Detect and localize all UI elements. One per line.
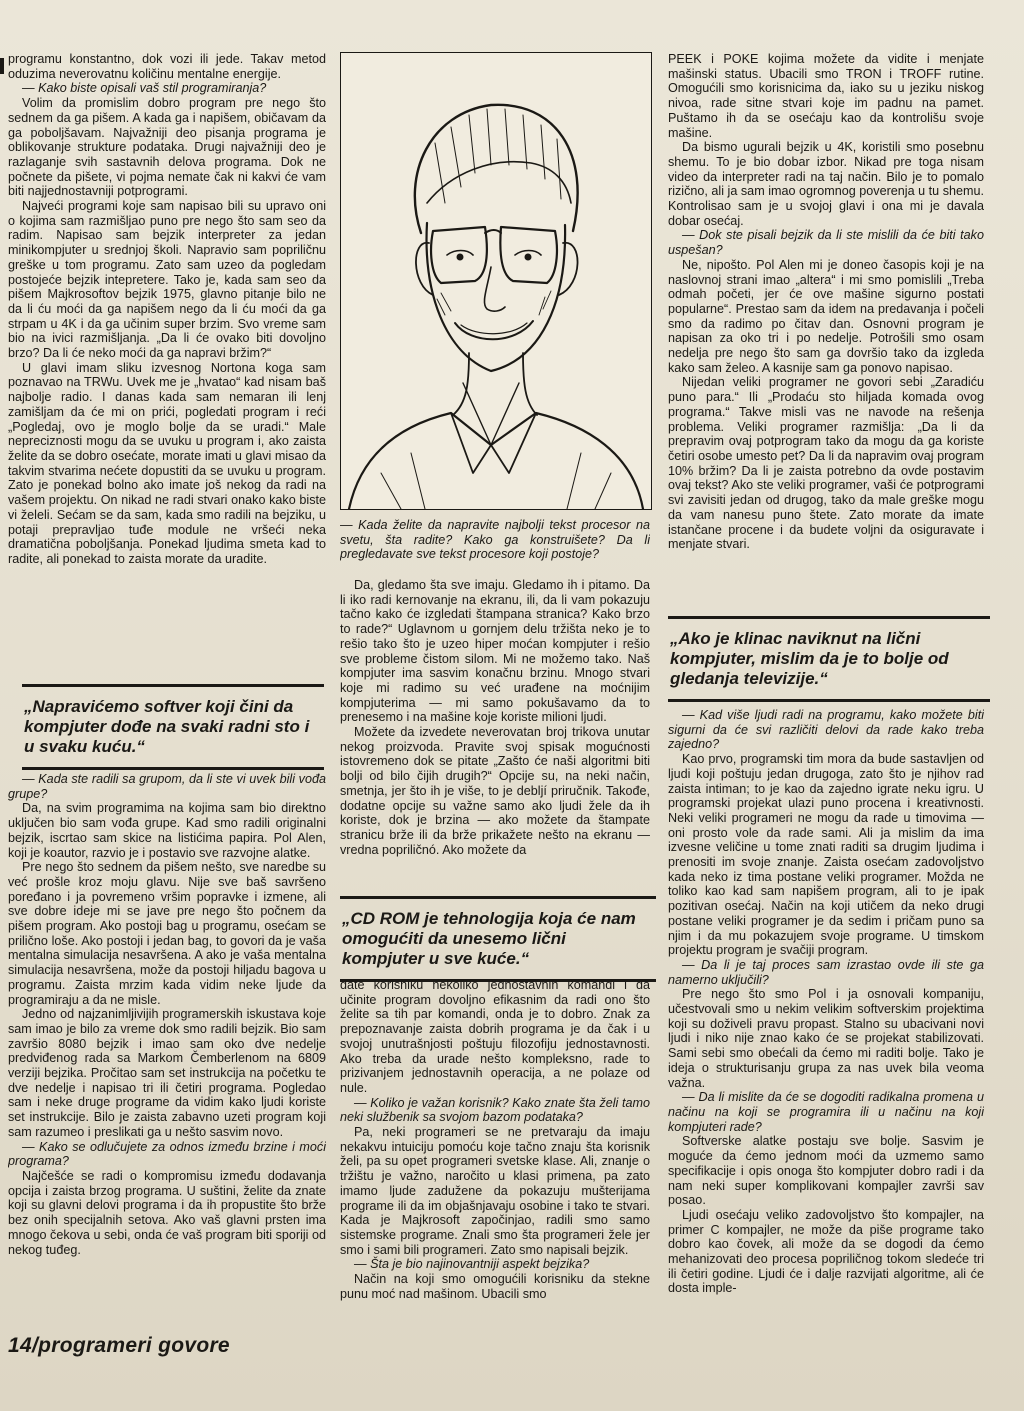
body-paragraph: Pa, neki programeri se ne pretvaraju da imaju nekakvu intuiciju pomoću koje tačno znaju šta korisnik želi, pa su opet programeri svetske klase. Ali, znanje o tržištu je važno, naročito u klasi primena, pa zato imamo ljude zadužene da pokazuju mušterijama programe ili da im objašnjavaju osobine i tako te stvari. Kada je Majkrosoft započinjao, radili smo samo sistemske programe. Znali smo šta programeri žele jer smo i sami bili programeri. Zato smo napisali bejzik. (340, 1125, 650, 1257)
body-paragraph: PEEK i POKE kojima možete da vidite i menjate mašinski status. Ubacili smo TRON i TROFF rutine. Omogućili smo korisnicima da, iako su u jeziku niskog nivoa, rade sitne stvari koje im padnu na pamet. Puštamo ih da se osećaju kao da kontrolišu svoje mašine. (668, 52, 984, 140)
body-paragraph: Volim da promislim dobro program pre nego što sednem da ga pišem. A kada ga i napišem, običavam da ga poboljšavam. Najvažniji deo pisanja programa je oblikovanje strukture podataka. Drugi najvažniji deo je razlaganje svih sastavnih delova programa. Dok ne počnete da pišete, vi pojma nemate čak ni kakvi će vam biti najjednostavniji potprogrami. (8, 96, 326, 199)
body-paragraph: Najčešće se radi o kompromisu između dodavanja opcija i zaista brzog programa. U suštini, želite da znate koji su glavni delovi programa i da ih propustite što brže bez onih specijalnih setova. Ako vaš glavni prsten ima mnogo čekova u sebi, onda će vaš program biti sporiji od nekog tuđeg. (8, 1168, 326, 1257)
column-right-upper (668, 52, 984, 608)
body-paragraph: Ne, nipošto. Pol Alen mi je doneo časopis koji je na naslovnoj strani imao „altera“ i mi smo pomislili „Treba odmah početi, jer će ove mašine sigurno postati popularne“. Prestao sam da idem na predavanja i počeli smo da radimo po čitav dan. Osnovni program je napisan za oko tri i po nedelje. Potrošili smo osam nedelja pre nego što sam ga dovršio tako da izgleda kako sam želeo. A kasnije sam ga ponovo napisao. (668, 257, 984, 375)
body-paragraph: Da bismo ugurali bejzik u 4K, koristili smo posebnu shemu. To je bio dobar izbor. Nikad pre toga nisam video da interpreter radi na taj način. Bilo je to pomalo rizično, ali ja sam imao ogromnog poverenja u tu shemu. Kontrolisao sam je u svojoj glavi i ona mi je davala dobar osećaj. (668, 140, 984, 228)
column-middle-upper (340, 578, 650, 894)
body-paragraph: Da, gledamo šta sve imaju. Gledamo ih i pitamo. Da li iko radi kernovanje na ekranu, ili, da li vam pokazuju tačno kako će izgledati štampana stranica? Kako brzo to rade?“ Uglavnom u gornjem delu tržišta neko je to rešio tako što je uzeo hiper moćan kompjuter i rešio sve probleme čistom silom. Mi ne možemo tako. Naš kompjuter ima sasvim konačnu brzinu. Mnogo stvari koje mi radimo su već urađene na moćnijim kompjuterima — mi samo pokušavamo da to prenesemo i na mašine koje koriste milioni ljudi. (340, 578, 650, 725)
body-paragraph: Ljudi osećaju veliko zadovoljstvo što kompajler, na primer C kompajler, ne može da piše programe tako dobro kao čovek, ali može da se dogodi da ćemo mehanizovati deo procesa popriličnog tokom sledeće tri ili četiri godine. Ljudi će i dalje razvijati algoritme, ali će dosta imple- (668, 1207, 984, 1296)
body-paragraph: Da, na svim programima na kojima sam bio direktno uključen bio sam vođa grupe. Kad smo radili originalni bejzik, iscrtao sam skice na listićima papira. Pol Alen, koji je koautor, razvio je i postavio sve razvojne alatke. (8, 801, 326, 860)
interview-question: — Kada ste radili sa grupom, da li ste vi uvek bili vođa grupe? (8, 772, 326, 801)
interview-question: — Šta je bio najinovantniji aspekt bejzika? (354, 1257, 590, 1272)
pull-quote-software: „Napravićemo softver koji čini da kompjuter dođe na svaki radni sto i u svaku kuću.“ (22, 684, 324, 770)
body-paragraph: Način na koji smo omogućili korisniku da stekne punu moć nad mašinom. Ubacili smo (340, 1272, 650, 1301)
body-paragraph: Možete da izvedete neverovatan broj trikova unutar nekog proizvoda. Pravite svoj spisak mogućnosti istovremeno dok se pitate „Zašto će naši algoritmi biti bolji od bilo čijih drugih?“ Opcije su, na neki način, smetnja, jer što ih je više, to je debljí priručnik. Takođe, dodatne opcije su važne samo ako ljudi žele da ih koriste, dok je brzina — ako možete da štampate stranicu brže ili da brže prikažete nešto na ekranu — vredna popriličnó. Ako možete da (340, 725, 650, 857)
pull-quote-cdrom: „CD ROM je tehnologija koja će nam omogućiti da unesemo lični kompjuter u sve kuće.“ (340, 896, 656, 982)
interview-question: — Kad više ljudi radi na programu, kako možete biti sigurni da će svi različiti delovi da rade kako treba zajedno? (668, 708, 984, 752)
interview-question: — Da li mislite da će se dogoditi radikalna promena u načinu na koji se programira ili u načinu na koji kompjuteri rade? (668, 1090, 984, 1134)
body-paragraph: Jedno od najzanimljivijih programerskih iskustava koje sam imao je bilo za vreme dok smo radili bejzik. Bio sam završio 8080 bejzik i imao sam oko dve nedelje predviđenog rada sa Markom Čemberlenom na 6809 verziji bejzika. Pročitao sam set instrukcija na početku te dve nedelje i napisao tri ili četiri programa. Pogledao sam i neke druge programe da vidim kako ljudi koriste set instrukcije. Bilo je zaista zabavno uzeti program koji sam razumeo i preslikati ga u nešto sasvim novo. (8, 1007, 326, 1139)
column-left-lower (8, 772, 326, 1328)
body-paragraph: date korisniku nekoliko jednostavnih komandi i da učinite program dovoljno efikasnim da radi ono što želite sa tih par komandi, onda je to dobro. Znak za prepoznavanje zaista dobrih programa je da čak i u svojoj unutrašnjosti poštuju filozofiju jednostavnosti. Ako treba da urade nešto kompleksno, rade to prizivanjem jednostavnih operacija, a ne polaze od nule. (340, 978, 650, 1095)
portrait-illustration (340, 52, 652, 510)
interview-question: — Kako biste opisali vaš stil programiranja? (22, 81, 267, 96)
interview-question: — Koliko je važan korisnik? Kako znate šta želi tamo neki službenik sa svojom bazom podataka? (340, 1095, 650, 1125)
body-paragraph: Nijedan veliki programer ne govori sebi „Zaradiću puno para.“ Ili „Prodaću sto hiljada komada ovog programa.“ Takve misli vas ne navode na rešenja problema. Veliki programer razmišlja: „Da li da prepravim ovaj potprogram tako da mogu da ga koriste četiri osobe umesto pet? Da li da napravim ovaj program 10% bržim? Da li je zaista potrebno da ovde postavim ovaj tekst? Ako ste veliki programer, vaši će potprogrami svi zavisiti jedan od drugog, tako da male greške mogu da vam nanesu puno štete. Zato morate da imate istančane procene i da budete voljni da osiguravate i menjate stvari. (668, 375, 984, 552)
interview-question: — Kako se odlučujete za odnos između brzine i moći programa? (8, 1139, 326, 1169)
pull-quote-television: „Ako je klinac naviknut na lični kompjuter, mislim da je to bolje od gledanja televizije.“ (668, 616, 990, 702)
portrait-caption: — Kada želite da napravite najbolji tekst procesor na svetu, šta radite? Kako ga konstruišete? Da li pregledavate sve tekst procesore koji postoje? (340, 518, 650, 562)
interview-question: — Dok ste pisali bejzik da li ste mislili da će biti tako uspešan? (668, 228, 984, 258)
portrait-drawing (341, 53, 651, 509)
column-left (8, 52, 326, 680)
column-right-lower (668, 708, 984, 1320)
page-edge-mark (0, 58, 4, 74)
body-paragraph: programu konstantno, dok vozi ili jede. Takav metod oduzima neverovatnu količinu mentalne energije. (8, 52, 326, 81)
body-paragraph: Softverske alatke postaju sve bolje. Sasvim je moguće da ćemo jednom moći da uzmemo samo specifikacije i opis onoga što kompjuter dobro radi i da nam neki super komplikovani kompajler završi sav posao. (668, 1134, 984, 1208)
body-paragraph: Najveći programi koje sam napisao bili su upravo oni o kojima sam razmišljao puno pre nego što sam seo da radim. Napisao sam bejzik interpreter za jedan minikompjuter u srednjoj školi. Napravio sam popriličnu greške u tom programu. Zato sam uzeo da pogledam postojeće bejzik intepretere. Tako je, kada sam seo da pišem Majkrosoftov bejzik 1975, glavno pitanje bilo ne da li ću moći da ga napišem nego da li ću moći da ga strpam u 4K i da ga učinim super brzim. Svo vreme sam bio na ivici razmišljanja. „Da li će ovako biti dovoljno brzo? Da li će neko moći da ga napravi bržim?“ (8, 199, 326, 361)
body-paragraph: Pre nego što sednem da pišem nešto, sve naredbe su već prošle kroz moju glavu. Nije sve baš savršeno poređano i ja povremeno vršim popravke i izmene, ali sve dobre ideje mi se jave pre nego što počnem da pišem program. Ako postoji bag u programu, osećam se prilično loše. Ako postoji i jedan bag, to govori da je vaša mentalna simulacija nesavršena. A ako je vaša mentalna simulacija nesavršena, može da postoji hiljadu bagova u programu. Zaista mrzim kada vidim neke ljude da programiraju a da ne misle. (8, 860, 326, 1007)
interview-question: — Da li je taj proces sam izrastao ovde ili ste ga namerno uključili? (668, 957, 984, 987)
page-footer: 14/programeri govore (8, 1334, 230, 1357)
body-paragraph: Kao prvo, programski tim mora da bude sastavljen od ljudi koji poštuju jedan drugoga, zato što je njihov rad zaista intiman; to je kao da zajedno igrate neku igru. U programski projekat ulazi puno procena i kreativnosti. Neki veliki programeri ne mogu da rade u timovima — oni prosto vole da rade sami. Ali ja mislim da ima izvesne veličine u tome znati raditi sa drugim ljudima i prenositi im svoje znanje. Zaista osećam zadovoljstvo kada neko iz tima postane veliki programer. Možda ne toliko kao kad sam napišem program, ali to je ipak pozitivan osećaj. Način na koji utičem da neko drugi postane veliki programer je da sedim i pričam puno sa njim i da mu pokazujem svoje programe. U timskom projektu program je svačiji program. (668, 752, 984, 958)
column-middle-lower (340, 978, 650, 1328)
body-paragraph: U glavi imam sliku izvesnog Nortona koga sam poznavao na TRWu. Uvek me je „hvatao“ kad nisam baš najbolje radio. I danas kada sam nemaran ili lenj zamišljam da će mi on prići, pogledati program i reći „Pogledaj, ovo je moglo bolje da se uradi.“ Male nepreciznosti mogu da se uvuku u program i, ako zaista želite da se dobro osećate, morate imati u glavi misao da takvim stvarima nećete dopustiti da se uvuku u program. Zato je ponekad bolno ako imate još nekog da radi na vašem projektu. On nikad ne radi stvari onako kako biste vi želeli. Sećam se da sam, kada smo radili na bejziku, u potaji prepravljao tuđe module ne vršeći neka dramatična poboljšanja. Ponekad ljudima smeta kad to radite, ali ponekad to zaista morate da uradite. (8, 360, 326, 566)
body-paragraph: Pre nego što smo Pol i ja osnovali kompaniju, učestvovali smo u nekim velikim softverskim projektima koji su doživeli pravu propast. Stalno su ubacivani novi ljudi i niko nije znao kako će se projekat stabilizovati. Sami sebi smo obećali da ćemo mi raditi bolje. Tako je ideja o strukturisanju grupa za nas uvek bila veoma važna. (668, 987, 984, 1090)
